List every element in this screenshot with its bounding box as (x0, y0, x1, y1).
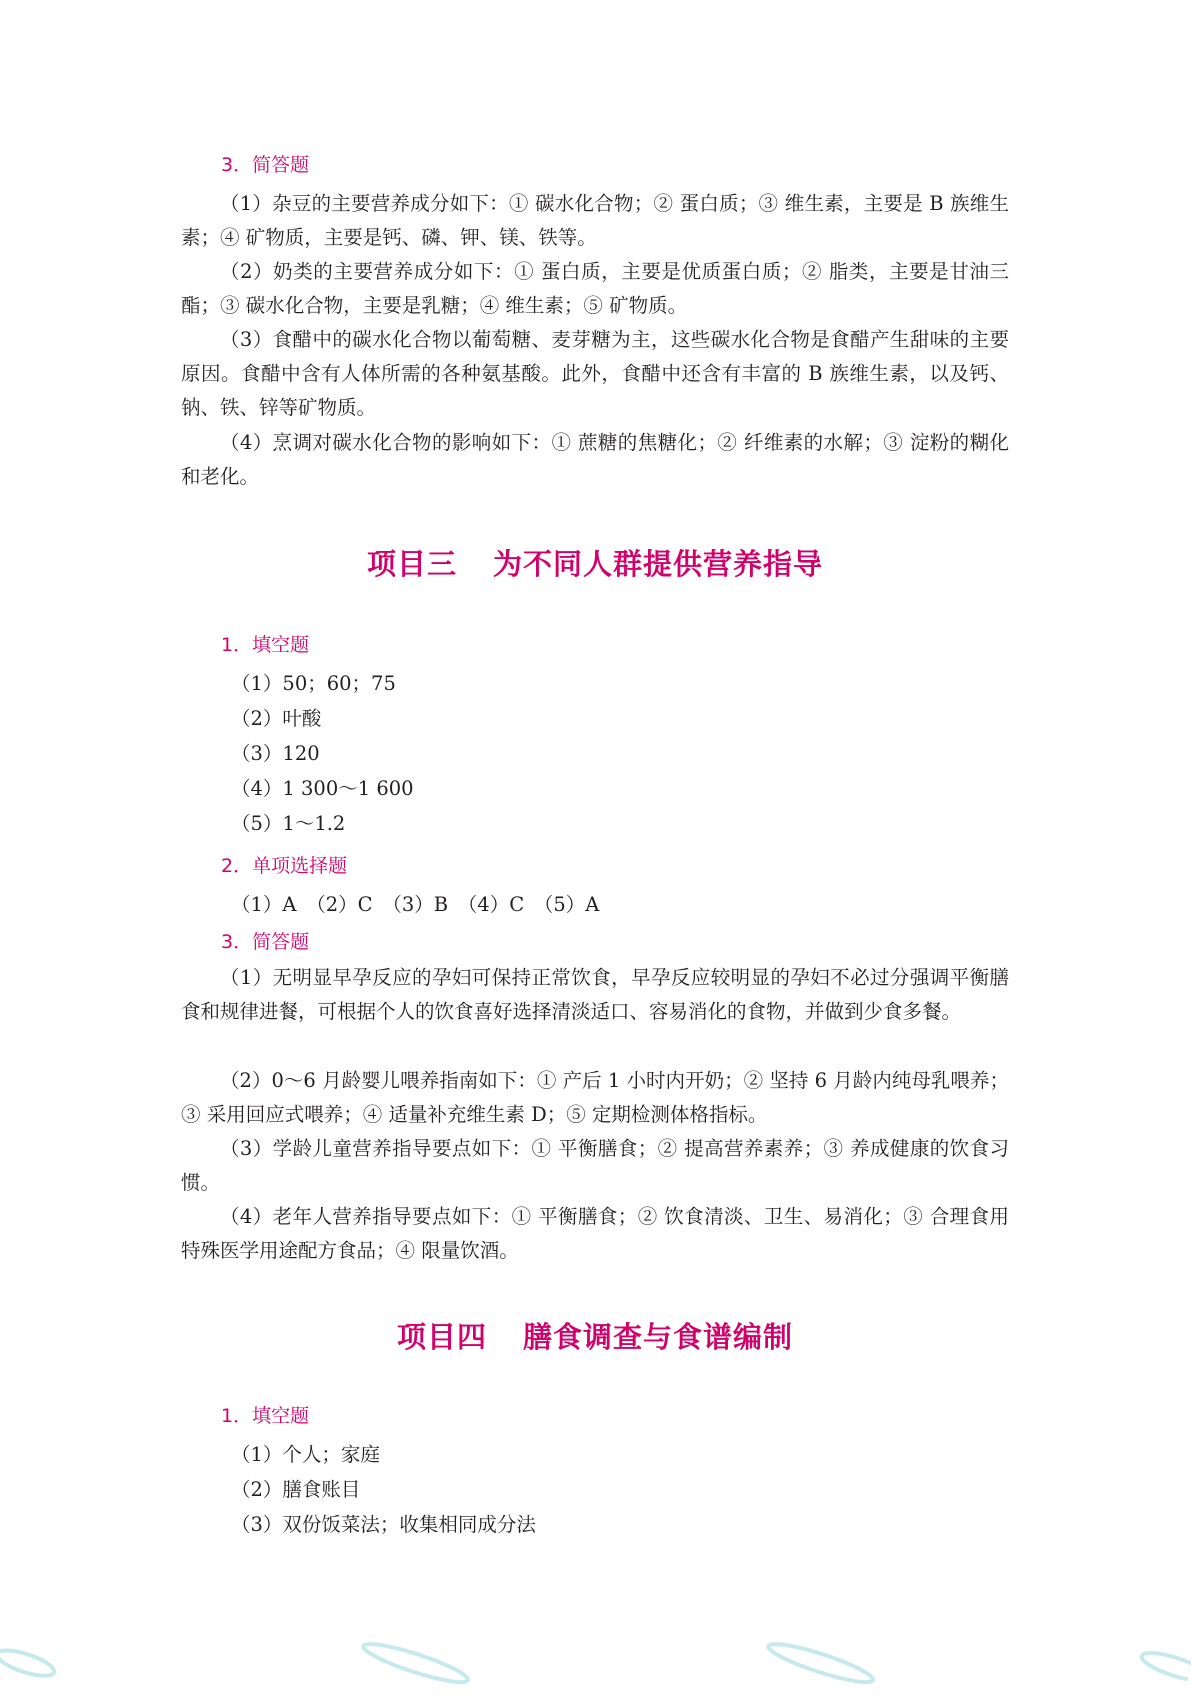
answer-paragraph-1: （1）杂豆的主要营养成分如下：① 碳水化合物；② 蛋白质；③ 维生素，主要是 B 族维生素；④ 矿物质，主要是钙、磷、钾、镁、铁等。 (181, 192, 1009, 249)
project3-title-number: 项目三 (366, 547, 457, 581)
p3-short-answer-3: （3）学龄儿童营养指导要点如下：① 平衡膳食；② 提高营养素养；③ 养成健康的饮食习惯。 (181, 1137, 1009, 1194)
watermark-logo (1131, 1640, 1191, 1690)
p3-short-answer-4: （4）老年人营养指导要点如下：① 平衡膳食；② 饮食清淡、卫生、易消化；③ 合理食用特殊医学用途配方食品；④ 限量饮酒。 (181, 1205, 1009, 1262)
p3-choice-heading: 2．单项选择题 (221, 855, 348, 877)
p4-fill-heading: 1．填空题 (221, 1405, 310, 1427)
p3-short-heading: 3．简答题 (221, 931, 310, 953)
p4-fill-answer-1: （1）个人；家庭 (231, 1443, 380, 1466)
answer-paragraph-4: （4）烹调对碳水化合物的影响如下：① 蔗糖的焦糖化；② 纤维素的水解；③ 淀粉的糊化和老化。 (181, 431, 1009, 488)
answer-paragraph-3: （3）食醋中的碳水化合物以葡萄糖、麦芽糖为主，这些碳水化合物是食醋产生甜味的主要原因。食醋中含有人体所需的各种氨基酸。此外，食醋中还含有丰富的 B 族维生素，以及钙、钠、铁、锌等矿物质。 (181, 328, 1009, 419)
p3-choice-answers: （1）A （2）C （3）B （4）C （5）A (231, 893, 600, 916)
p3-short-answer-2: （2）0～6 月龄婴儿喂养指南如下：① 产后 1 小时内开奶；② 坚持 6 月龄内纯母乳喂养；③ 采用回应式喂养；④ 适量补充维生素 D；⑤ 定期检测体格指标。 (181, 1069, 1009, 1126)
watermark-logo (758, 1630, 883, 1699)
project4-title (181, 1315, 1009, 1356)
p3-fill-answer-3: （3）120 (231, 742, 320, 765)
project4-title-text: 膳食调查与食谱编制 (523, 1320, 794, 1354)
project4-title-number: 项目四 (396, 1320, 487, 1354)
p4-fill-answer-3: （3）双份饭菜法；收集相同成分法 (231, 1513, 536, 1536)
section-heading-short-answer: 3．简答题 (221, 154, 310, 176)
p4-fill-answer-2: （2）膳食账目 (231, 1478, 361, 1501)
p3-fill-answer-5: （5）1～1.2 (231, 812, 346, 835)
project3-title-text: 为不同人群提供营养指导 (493, 547, 824, 581)
p3-fill-answer-1: （1）50；60；75 (231, 672, 396, 695)
p3-fill-answer-2: （2）叶酸 (231, 707, 322, 730)
watermark-logo (353, 1630, 478, 1699)
answer-paragraph-2: （2）奶类的主要营养成分如下：① 蛋白质，主要是优质蛋白质；② 脂类，主要是甘油三酯；③ 碳水化合物，主要是乳糖；④ 维生素；⑤ 矿物质。 (181, 260, 1009, 317)
p3-fill-heading: 1．填空题 (221, 634, 310, 656)
p3-fill-answer-4: （4）1 300～1 600 (231, 777, 414, 800)
project3-title (181, 542, 1009, 583)
p3-short-answer-1: （1）无明显早孕反应的孕妇可保持正常饮食，早孕反应较明显的孕妇不必过分强调平衡膳食和规律进餐，可根据个人的饮食喜好选择清淡适口、容易消化的食物，并做到少食多餐。 (181, 966, 1009, 1023)
